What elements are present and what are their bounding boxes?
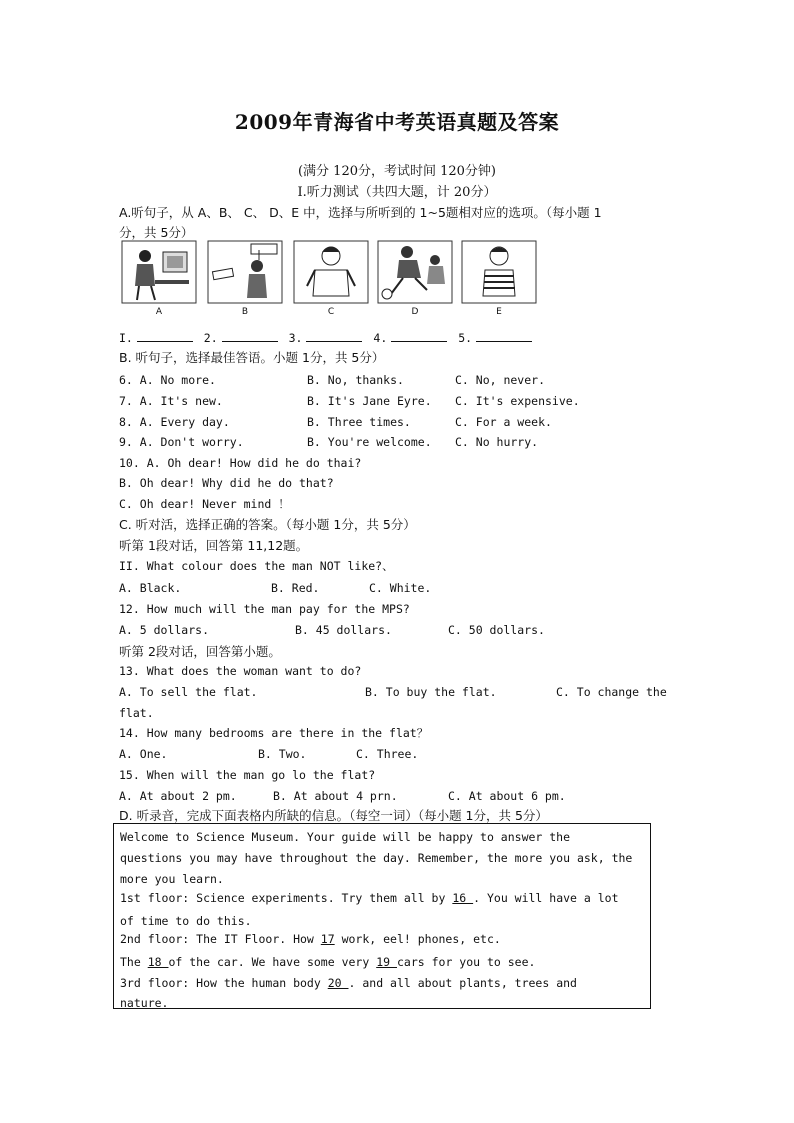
notice-line-9: nature. [120, 996, 169, 1010]
notice-line-3: more you learn. [120, 872, 224, 886]
section-b-heading: B. 听句子，选择最佳答语。小题 1分，共 5分） [119, 350, 385, 365]
section-a-instruction: A.听句子，从 A、B、 C、 D、E 中，选择与所听到的 1~5题相对应的选项。（每小题 1 [119, 205, 602, 220]
picture-b-label: B [241, 307, 249, 317]
boys-playing-football-icon [377, 240, 453, 304]
question-row-8: 8. A. Every day. B. Three times. C. For a week. [119, 415, 552, 429]
picture-e [461, 240, 537, 304]
blank-19[interactable]: 19 [376, 955, 397, 969]
score-time-note: (满分 120分，考试时间 120分钟) [297, 164, 497, 179]
notice-line-5: of time to do this. [120, 914, 252, 928]
question-15: 15. When will the man go lo the flat? [119, 768, 376, 782]
question-row-6: 6. A. No more. B. No, thanks. C. No, never. [119, 373, 546, 387]
picture-d-label: D [411, 307, 419, 317]
picture-d [377, 240, 453, 304]
question-11-options: A. Black. B. Red. C. White. [119, 581, 432, 595]
section-d-heading: D. 听录音，完成下面表格内所缺的信息。（每空一词）（每小题 1分，共 5分） [119, 808, 548, 823]
picture-a [121, 240, 197, 304]
notice-line-4: 1st floor: Science experiments. Try them all by 16 . You will have a lot [120, 891, 619, 905]
question-10: 10. A. Oh dear! How did he do thai? [119, 456, 362, 470]
question-14-options: A. One. B. Two. C. Three. [119, 747, 419, 761]
question-13-options: A. To sell the flat. B. To buy the flat. C. To change the [119, 685, 667, 699]
answer-blank-2[interactable] [222, 331, 278, 342]
question-10-option-c: C. Oh dear! Never mind ！ [119, 497, 290, 511]
question-11: II. What colour does the man NOT like?、 [119, 559, 394, 573]
answer-blank-3[interactable] [306, 331, 362, 342]
part-heading: I.听力测试（共四大题，计 20分） [297, 185, 497, 200]
boy-standing-icon [293, 240, 369, 304]
section-a-instruction-cont: 分，共 5分） [119, 225, 194, 240]
question-13-option-c-cont: flat. [119, 706, 154, 720]
blank-17[interactable]: 17 [320, 932, 335, 946]
blank-18[interactable]: 18 [147, 955, 169, 969]
notice-line-8: 3rd floor: How the human body 20 . and all about plants, trees and [120, 976, 577, 990]
question-10-option-b: B. Oh dear! Why did he do that? [119, 476, 334, 490]
section-c-heading: C. 听对活，选择正确的答案。（每小题 1分，共 5分） [119, 517, 416, 532]
question-14: 14. How many bedrooms are there in the flat？ [119, 726, 429, 740]
picture-e-label: E [496, 307, 502, 317]
dialogue-2-note: 听第 2段对话，回答第小题。 [119, 644, 281, 659]
page-title: 2009年青海省中考英语真题及答案 [234, 110, 560, 134]
picture-c [293, 240, 369, 304]
answer-blank-4[interactable] [391, 331, 447, 342]
picture-b [207, 240, 283, 304]
notice-line-6: 2nd floor: The IT Floor. How 17 work, eel! phones, etc. [120, 932, 501, 946]
dialogue-1-note: 听第 1段对话，回答第 11,12题。 [119, 538, 309, 553]
picture-c-label: C [327, 307, 335, 317]
answer-blank-5[interactable] [476, 331, 532, 342]
picture-a-label: A [155, 307, 163, 317]
notice-line-7: The 18 of the car. We have some very 19 cars for you to see. [120, 955, 536, 969]
person-at-dentist-sign-icon [207, 240, 283, 304]
notice-line-1: Welcome to Science Museum. Your guide will be happy to answer the [120, 830, 571, 844]
question-12: 12. How much will the man pay for the MPS? [119, 602, 410, 616]
question-row-7: 7. A. It's new. B. It's Jane Eyre. C. It's expensive. [119, 394, 580, 408]
blank-16[interactable]: 16 [452, 891, 474, 905]
museum-notice-box [113, 823, 651, 1009]
boy-striped-shirt-icon [461, 240, 537, 304]
picture-options [121, 240, 541, 320]
question-12-options: A. 5 dollars. B. 45 dollars. C. 50 dollars. [119, 623, 545, 637]
answer-blank-1[interactable] [137, 331, 193, 342]
person-at-computer-icon [121, 240, 197, 304]
notice-line-2: questions you may have throughout the day. Remember, the more you ask, the [120, 851, 633, 865]
question-row-9: 9. A. Don't worry. B. You're welcome. C. No hurry. [119, 435, 539, 449]
blank-20[interactable]: 20 [327, 976, 349, 990]
question-13: 13. What does the woman want to do? [119, 664, 362, 678]
question-15-options: A. At about 2 pm. B. At about 4 prn. C. At about 6 pm. [119, 789, 566, 803]
answer-blanks-1-5: I. 2. 3. 4. 5. [119, 331, 536, 345]
